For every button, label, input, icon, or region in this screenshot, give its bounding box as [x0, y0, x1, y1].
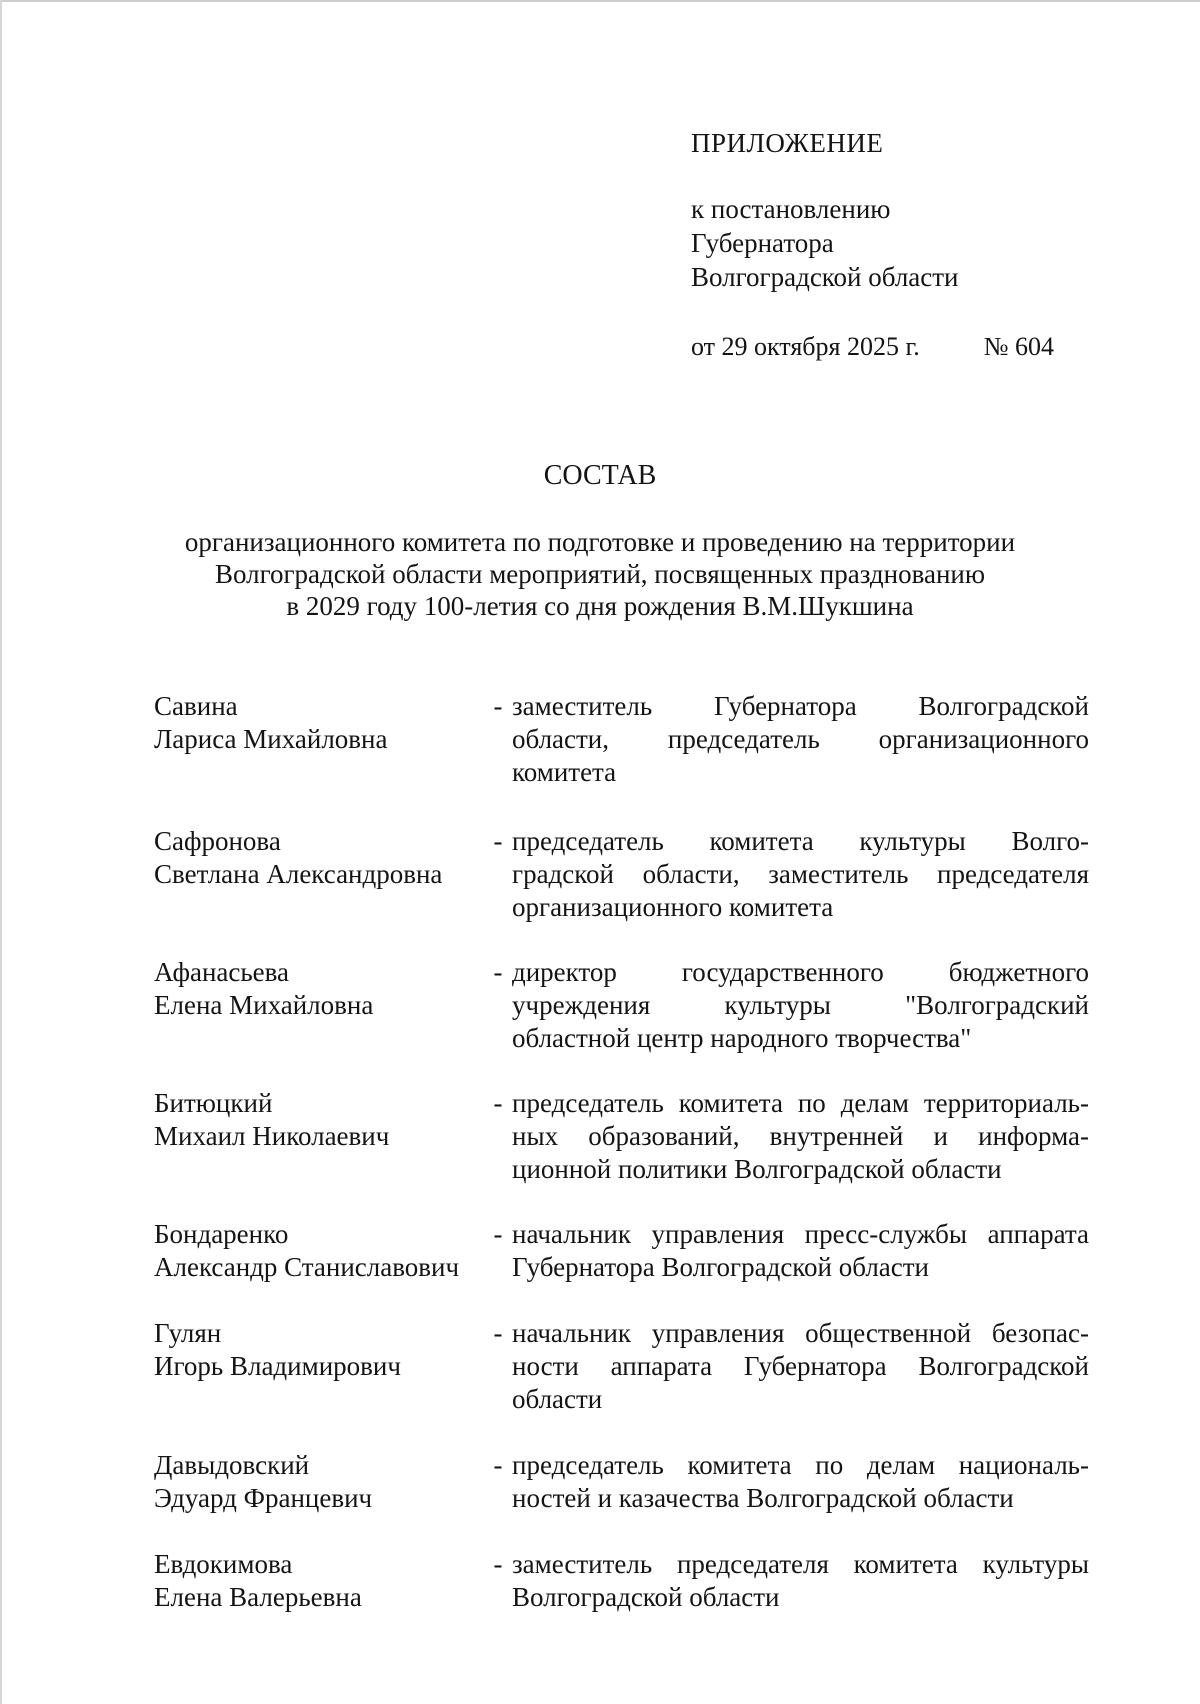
- subtitle-line-2: Волгоградской области мероприятий, посвященных празднованию: [214, 559, 986, 589]
- decree-date: от 29 октября 2025 г.: [691, 332, 920, 361]
- member-surname: Савина: [154, 691, 238, 721]
- member-given-names: Светлана Александровна: [154, 859, 443, 889]
- member-name: [154, 1087, 484, 1153]
- member-entry: [154, 956, 1089, 1055]
- member-dash: -: [493, 691, 503, 721]
- member-given-names: Елена Михайловна: [154, 990, 374, 1020]
- member-surname: Давыдовский: [154, 1450, 310, 1480]
- attachment-line-3: Волгоградской области: [691, 262, 959, 292]
- member-dash: -: [493, 1088, 503, 1118]
- members-list: [154, 690, 1089, 1614]
- decree-number: № 604: [983, 332, 1055, 361]
- member-role: [512, 956, 1089, 1055]
- member-role-line: заместитель Губернатора Волгоградской: [512, 691, 1089, 721]
- document-title: СОСТАВ: [543, 460, 657, 491]
- member-entry: [154, 1548, 1089, 1614]
- member-role-line: председатель комитета по делам территориаль-: [512, 1088, 1089, 1118]
- member-dash: -: [493, 1450, 503, 1480]
- member-given-names: Александр Станиславович: [154, 1252, 460, 1282]
- member-entry: [154, 1218, 1089, 1284]
- member-name: [154, 825, 484, 891]
- member-dash: -: [493, 1219, 503, 1249]
- decree-date-row: [691, 330, 1054, 364]
- member-role-line: организационного комитета: [512, 892, 834, 922]
- member-entry: [154, 1449, 1089, 1515]
- member-surname: Сафронова: [154, 826, 281, 856]
- member-given-names: Елена Валерьевна: [154, 1582, 362, 1612]
- member-given-names: Михаил Николаевич: [154, 1121, 390, 1151]
- member-role-line: области, председатель организационного: [512, 724, 1089, 754]
- attachment-line-1: к постановлению: [691, 194, 891, 224]
- member-role: [512, 690, 1089, 789]
- member-given-names: Эдуард Францевич: [154, 1483, 373, 1513]
- member-role-line: комитета: [512, 757, 617, 787]
- member-role-line: ности аппарата Губернатора Волгоградской: [512, 1351, 1089, 1381]
- member-role-line: ных образований, внутренней и информа-: [512, 1121, 1089, 1151]
- subtitle-line-1: организационного комитета по подготовке и проведению на территории: [184, 527, 1016, 557]
- member-name: [154, 690, 484, 756]
- member-name: [154, 1317, 484, 1383]
- member-role-line: председатель комитета по делам националь-: [512, 1450, 1089, 1480]
- member-entry: [154, 825, 1089, 924]
- member-role-line: ностей и казачества Волгоградской области: [512, 1483, 1014, 1513]
- member-role-line: ционной политики Волгоградской области: [512, 1154, 1002, 1184]
- member-role-line: начальник управления общественной безопас-: [512, 1318, 1089, 1348]
- attachment-heading: ПРИЛОЖЕНИЕ: [691, 128, 884, 158]
- member-entry: [154, 1087, 1089, 1186]
- member-name: [154, 956, 484, 1022]
- member-role-line: начальник управления пресс-службы аппарата: [512, 1219, 1089, 1249]
- attachment-line-2: Губернатора: [691, 228, 834, 258]
- member-dash: -: [493, 826, 503, 856]
- member-role-line: председатель комитета культуры Волго-: [512, 826, 1089, 856]
- member-role-line: области: [512, 1384, 603, 1414]
- member-surname: Бондаренко: [154, 1219, 289, 1249]
- member-role: [512, 1087, 1089, 1186]
- member-name: [154, 1218, 484, 1284]
- member-role: [512, 1218, 1089, 1284]
- member-dash: -: [493, 957, 503, 987]
- member-dash: -: [493, 1318, 503, 1348]
- member-role-line: Волгоградской области: [512, 1582, 780, 1612]
- member-dash: -: [493, 1549, 503, 1579]
- member-name: [154, 1449, 484, 1515]
- member-role-line: учреждения культуры "Волгоградский: [512, 990, 1089, 1020]
- subtitle-line-3: в 2029 году 100-летия со дня рождения В.М.Шукшина: [286, 591, 914, 621]
- member-surname: Битюцкий: [154, 1088, 273, 1118]
- member-role: [512, 1449, 1089, 1515]
- member-surname: Афанасьева: [154, 957, 290, 987]
- member-role: [512, 1317, 1089, 1416]
- attachment-header: [691, 126, 1054, 364]
- member-given-names: Игорь Владимирович: [154, 1351, 401, 1381]
- member-given-names: Лариса Михайловна: [154, 724, 388, 754]
- scan-edge-top: [0, 0, 1200, 2]
- member-role-line: директор государственного бюджетного: [512, 957, 1089, 987]
- member-role: [512, 1548, 1089, 1614]
- member-role-line: областной центр народного творчества": [512, 1023, 972, 1053]
- member-surname: Евдокимова: [154, 1549, 293, 1579]
- scan-edge-left: [0, 0, 2, 1704]
- member-name: [154, 1548, 484, 1614]
- member-role-line: градской области, заместитель председателя: [512, 859, 1089, 889]
- member-role-line: заместитель председателя комитета культуры: [512, 1549, 1089, 1579]
- member-role: [512, 825, 1089, 924]
- member-entry: [154, 690, 1089, 789]
- member-surname: Гулян: [154, 1318, 222, 1348]
- document-subtitle: [150, 526, 1050, 622]
- member-role-line: Губернатора Волгоградской области: [512, 1252, 930, 1282]
- member-entry: [154, 1317, 1089, 1416]
